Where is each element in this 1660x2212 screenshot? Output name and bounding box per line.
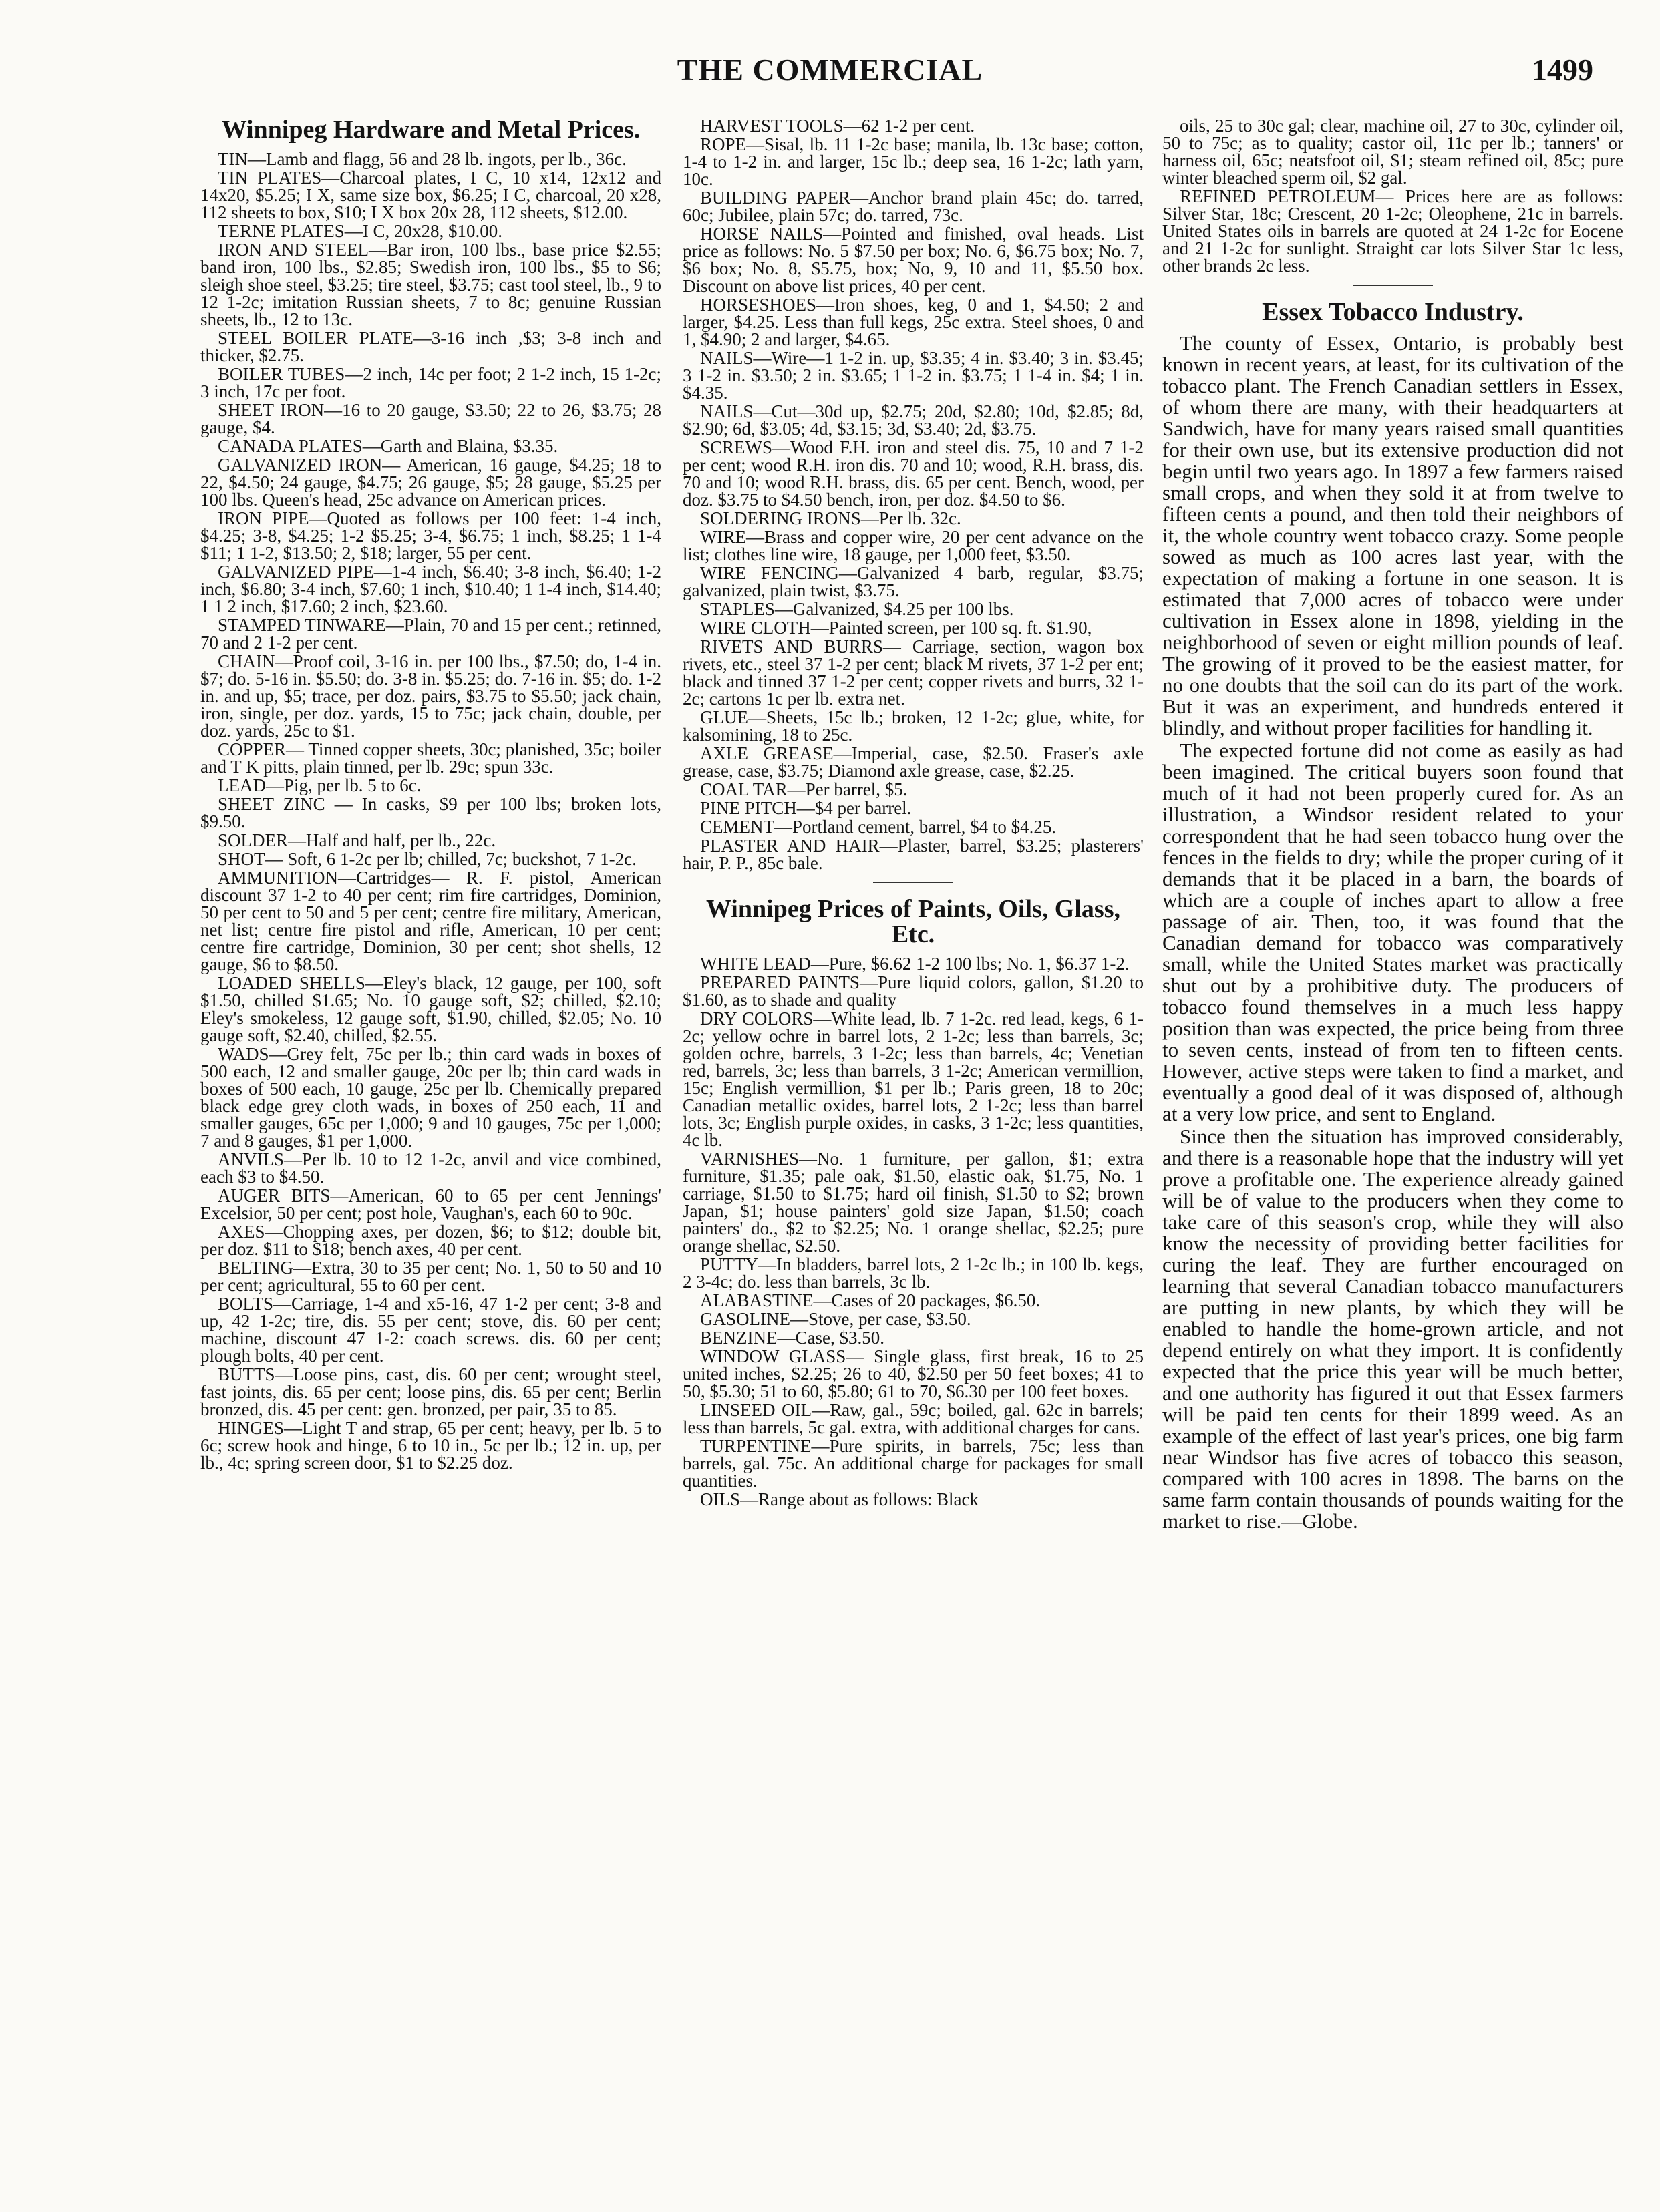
price-item: GLUE—Sheets, 15c lb.; broken, 12 1-2c; glue, white, for kalsomining, 18 to 25c. xyxy=(683,707,1144,745)
price-item: PLASTER AND HAIR—Plaster, barrel, $3.25; plasterers' hair, P. P., 85c bale. xyxy=(683,836,1144,873)
price-item: LEAD—Pig, per lb. 5 to 6c. xyxy=(218,775,422,795)
column-hardware-prices xyxy=(200,117,661,2187)
price-item: OILS—Range about as follows: Black xyxy=(700,1489,979,1509)
price-item: oils, 25 to 30c gal; clear, machine oil, 27 to 30c, cylinder oil, 50 to 75c; as to quality; castor oil, 11c per lb.; tanners' or harness oil, 65c; neatsfoot oil, $1; steam refined oil, 85c; pure winter bleached sperm oil, $2 gal. xyxy=(1162,117,1623,188)
price-item: PINE PITCH—$4 per barrel. xyxy=(700,798,912,818)
price-list-paints xyxy=(683,955,1144,1508)
price-item: HARVEST TOOLS—62 1-2 per cent. xyxy=(700,117,975,136)
price-item: AUGER BITS—American, 60 to 65 per cent Jennings' Excelsior, 50 per cent; post hole, Vaughan's, each 60 to 90c. xyxy=(200,1185,661,1223)
price-item: GALVANIZED IRON— American, 16 gauge, $4.25; 18 to 22, $4.50; 24 gauge, $4.75; 26 gauge, $5; 28 gauge, $5.25 per 100 lbs. Queen's head, 25c advance on American prices. xyxy=(200,455,661,510)
price-item: AMMUNITION—Cartridges— R. F. pistol, American discount 37 1-2 to 40 per cent; rim fire cartridges, Dominion, 50 per cent to 50 and 5 per cent; centre fire military, American, net list; centre fire pistol and rifle, American, 10 per cent; centre fire cartridge, Dominion, 30 per cent; shot shells, 12 gauge, $6 to $8.50. xyxy=(200,868,661,974)
price-item: HORSESHOES—Iron shoes, keg, 0 and 1, $4.50; 2 and larger, $4.25. Less than full kegs, 25c extra. Steel shoes, 0 and 1, $4.90; 2 and larger, $4.65. xyxy=(683,295,1144,349)
price-item: WIRE CLOTH—Painted screen, per 100 sq. ft. $1.90, xyxy=(700,618,1092,638)
price-item: STAPLES—Galvanized, $4.25 per 100 lbs. xyxy=(700,599,1014,619)
section-heading-hardware: Winnipeg Hardware and Metal Prices. xyxy=(221,117,641,144)
price-item: PUTTY—In bladders, barrel lots, 2 1-2c lb.; in 100 lb. kegs, 2 3-4c; do. less than barrels, 3c lb. xyxy=(683,1254,1144,1292)
article-paragraph: The county of Essex, Ontario, is probably best known in recent years, at least, for its cultivation of the tobacco plant. The French Canadian settlers in Essex, of whom there are many, with their headquarters at Sandwich, have for many years raised small quantities for their own use, but its extensive production did not begin until two years ago. In 1897 a few farmers raised small crops, and when they sold it at from twelve to fifteen cents a pound, and then told their neighbors of it, the whole country went tobacco crazy. Some people sowed as much as 100 acres last year, with the expectation of making a fortune in one season. It is estimated that 7,000 acres of tobacco were under cultivation in Essex alone in 1898, yielding in the neighborhood of seven or eight million pounds of leaf. The growing of it proved to be the easiest matter, for no one doubts that the soil can do its part of the work. But it was an experiment, and hundreds entered it blindly, and without proper facilities for handling it. xyxy=(1162,331,1623,739)
price-item: ANVILS—Per lb. 10 to 12 1-2c, anvil and vice combined, each $3 to $4.50. xyxy=(200,1149,661,1187)
price-item: TIN PLATES—Charcoal plates, I C, 10 x14, 12x12 and 14x20, $5.25; I X, same size box, $6.25; I C, charcoal, 20 x28, 112 sheets to box, $10; I X box 20x 28, 112 sheets, $12.00. xyxy=(200,168,661,222)
price-item: AXES—Chopping axes, per dozen, $6; to $12; double bit, per doz. $11 to $18; bench axes, 40 per cent. xyxy=(200,1222,661,1259)
column-tools-paints xyxy=(683,117,1144,2187)
price-item: BELTING—Extra, 30 to 35 per cent; No. 1, 50 to 50 and 10 per cent; agricultural, 55 to 60 per cent. xyxy=(200,1258,661,1295)
price-item: SOLDER—Half and half, per lb., 22c. xyxy=(218,830,496,850)
column-oils-tobacco xyxy=(1162,117,1623,2187)
price-item: IRON PIPE—Quoted as follows per 100 feet: 1-4 inch, $4.25; 3-8, $4.25; 1-2 $5.25; 3-4, $6.75; 1 inch, $8.25; 1 1-4 $11; 1 1-2, $13.50; 2, $18; larger, 55 per cent. xyxy=(200,508,661,563)
price-item: BENZINE—Case, $3.50. xyxy=(700,1328,884,1348)
price-item: AXLE GREASE—Imperial, case, $2.50. Fraser's axle grease, case, $3.75; Diamond axle grease, case, $2.25. xyxy=(683,743,1144,781)
price-item: WHITE LEAD—Pure, $6.62 1-2 100 lbs; No. 1, $6.37 1-2. xyxy=(700,954,1130,974)
price-item: VARNISHES—No. 1 furniture, per gallon, $1; extra furniture, $1.35; pale oak, $1.50, elastic oak, $1.75, No. 1 carriage, $1.50 to $1.75; hard oil finish, $1.50 to $2; brown Japan, $1; house painters' gold size Japan, $1.50; coach painters' do., $2 to $2.25; No. 1 orange shellac, $2.25; pure orange shellac, $2.50. xyxy=(683,1149,1144,1256)
price-item: PREPARED PAINTS—Pure liquid colors, gallon, $1.20 to $1.60, as to shade and quality xyxy=(683,972,1144,1010)
price-item: CHAIN—Proof coil, 3-16 in. per 100 lbs., $7.50; do, 1-4 in. $7; do. 5-16 in. $5.50; do. 3-8 in. $5.25; do. 7-16 in. $5; do. 1-2 in. and up, $5; trace, per doz. pairs, $3.75 to $5.50; jack chain, iron, single, per doz. yards, 15 to 75c; jack chain, double, per doz. yards, 25c to $1. xyxy=(200,651,661,741)
price-item: GALVANIZED PIPE—1-4 inch, $6.40; 3-8 inch, $6.40; 1-2 inch, $6.80; 3-4 inch, $7.60; 1 inch, $10.40; 1 1-4 inch, $14.40; 1 1 2 inch, $17.60; 2 inch, $23.60. xyxy=(200,562,661,616)
section-divider xyxy=(1353,285,1433,287)
section-divider xyxy=(873,882,953,884)
price-list-hardware-continued xyxy=(683,117,1144,872)
price-item: WINDOW GLASS— Single glass, first break, 16 to 25 united inches, $2.25; 26 to 40, $2.50 per 50 feet boxes; 41 to 50, $5.30; 51 to 60, $5.80; 61 to 70, $6.30 per 100 feet boxes. xyxy=(683,1346,1144,1401)
price-item: CANADA PLATES—Garth and Blaina, $3.35. xyxy=(218,436,558,456)
price-list-oils-continued xyxy=(1162,117,1623,274)
price-item: WADS—Grey felt, 75c per lb.; thin card wads in boxes of 500 each, 12 and smaller gauge, 20c per lb; thin card wads in boxes of 500 each, 10 gauge, 25c per lb. Chemically prepared black edge grey cloth wads, in boxes of 250 each, 11 and smaller gauges, 65c per 1,000; 9 and 10 gauges, 75c per 1,000; 7 and 8 gauges, $1 per 1,000. xyxy=(200,1044,661,1151)
page-number: 1499 xyxy=(1532,53,1593,87)
article-paragraph: The expected fortune did not come as easily as had been imagined. The critical buyers soon found that much of it had not been properly cured for. As an illustration, a Windsor resident related to your correspondent that he had seen tobacco hung over the fences in the fields to dry; while the proper curing of it demands that it be placed in a barn, the boards of which are a couple of inches apart to allow a free passage of air. Then, too, it was found that the Canadian demand for tobacco was comparatively small, while the United States market was practically shut out by a prohibitive duty. The producers of tobacco found themselves in a much less happy position than was expected, the price being from three to seven cents, instead of from ten to fifteen cents. However, active steps were taken to find a market, and eventually a good deal of it was disposed of, although at a very low price, and sent to England. xyxy=(1162,739,1623,1125)
price-item: WIRE—Brass and copper wire, 20 per cent advance on the list; clothes line wire, 18 gauge, per 1,000 feet, $3.50. xyxy=(683,527,1144,564)
price-item: STEEL BOILER PLATE—3-16 inch ,$3; 3-8 inch and thicker, $2.75. xyxy=(200,328,661,365)
price-item: TURPENTINE—Pure spirits, in barrels, 75c; less than barrels, gal. 75c. An additional charge for packages for small quantities. xyxy=(683,1436,1144,1491)
price-item: STAMPED TINWARE—Plain, 70 and 15 per cent.; retinned, 70 and 2 1-2 per cent. xyxy=(200,615,661,653)
price-item: ROPE—Sisal, lb. 11 1-2c base; manila, lb. 13c base; cotton, 1-4 to 1-2 in. and larger, 15c lb.; deep sea, 16 1-2c; lath yarn, 10c. xyxy=(683,134,1144,189)
price-item: BOLTS—Carriage, 1-4 and x5-16, 47 1-2 per cent; 3-8 and up, 42 1-2c; tire, dis. 55 per cent; stove, dis. 60 per cent; machine, discount 47 1-2: coach screws. dis. 60 per cent; plough bolts, 40 per cent. xyxy=(200,1294,661,1366)
price-item: DRY COLORS—White lead, lb. 7 1-2c. red lead, kegs, 6 1-2c; yellow ochre in barrel lots, 2 1-2c; less than barrels, 3c; golden ochre, barrels, 3 1-2c; less than barrels, 4c; Venetian red, barrels, 3c; less than barrels, 3 1-2c; American vermillion, 15c; English vermillion, $1 per lb.; Paris green, 18 to 20c; Canadian metallic oxides, barrel lots, 2 1-2c; less than barrel lots, 3c; English purple oxides, in casks, 3 1-2c; less quantities, 4c lb. xyxy=(683,1008,1144,1150)
article-tobacco xyxy=(1162,333,1623,1532)
price-item: LINSEED OIL—Raw, gal., 59c; boiled, gal. 62c in barrels; less than barrels, 5c gal. extra, with additional charges for cans. xyxy=(683,1400,1144,1437)
price-item: GASOLINE—Stove, per case, $3.50. xyxy=(700,1309,971,1329)
price-item: CEMENT—Portland cement, barrel, $4 to $4.25. xyxy=(700,817,1057,837)
price-item: HINGES—Light T and strap, 65 per cent; heavy, per lb. 5 to 6c; screw hook and hinge, 6 to 10 in., 5c per lb.; 12 in. up, per lb., 4c; spring screen door, $1 to $2.25 doz. xyxy=(200,1418,661,1473)
price-item: SCREWS—Wood F.H. iron and steel dis. 75, 10 and 7 1-2 per cent; wood R.H. iron dis. 70 and 10; wood, R.H. brass, dis. 70 and 10; wood R.H. brass, dis. 65 per cent. Bench, wood, per doz. $3.75 to $4.50 bench, iron, per doz. $4.50 to $6. xyxy=(683,437,1144,510)
price-item: BUTTS—Loose pins, cast, dis. 60 per cent; wrought steel, fast joints, dis. 65 per cent; loose pins, dis. 65 per cent; Berlin bronzed, dis. 45 per cent: gen. bronzed, per pair, 35 to 85. xyxy=(200,1364,661,1419)
price-item: COAL TAR—Per barrel, $5. xyxy=(700,779,908,799)
price-item: BOILER TUBES—2 inch, 14c per foot; 2 1-2 inch, 15 1-2c; 3 inch, 17c per foot. xyxy=(200,364,661,401)
price-item: SOLDERING IRONS—Per lb. 32c. xyxy=(700,508,961,528)
price-item: COPPER— Tinned copper sheets, 30c; planished, 35c; boiler and T K pitts, plain tinned, per lb. 29c; spun 33c. xyxy=(200,739,661,777)
publication-title: THE COMMERCIAL xyxy=(677,53,983,87)
section-heading-tobacco: Essex Tobacco Industry. xyxy=(1262,298,1524,326)
section-heading-paints: Winnipeg Prices of Paints, Oils, Glass, Etc. xyxy=(705,895,1120,948)
price-item: NAILS—Wire—1 1-2 in. up, $3.35; 4 in. $3.40; 3 in. $3.45; 3 1-2 in. $3.50; 2 in. $3.65; 1 1-2 in. $3.75; 1 1-4 in. $4; 1 in. $4.35. xyxy=(683,348,1144,403)
price-item: TIN—Lamb and flagg, 56 and 28 lb. ingots, per lb., 36c. xyxy=(218,149,627,169)
price-item: RIVETS AND BURRS— Carriage, section, wagon box rivets, etc., steel 37 1-2 per cent; black M rivets, 37 1-2 per ent; black and tinned 37 1-2 per cent; copper rivets and burrs, 32 1-2c; cartons 1c per lb. extra net. xyxy=(683,636,1144,709)
price-item: SHEET ZINC — In casks, $9 per 100 lbs; broken lots, $9.50. xyxy=(200,794,661,832)
price-item: BUILDING PAPER—Anchor brand plain 45c; do. tarred, 60c; Jubilee, plain 57c; do. tarred, 73c. xyxy=(683,188,1144,225)
price-item: ALABASTINE—Cases of 20 packages, $6.50. xyxy=(700,1290,1041,1310)
price-item: SHOT— Soft, 6 1-2c per lb; chilled, 7c; buckshot, 7 1-2c. xyxy=(218,849,637,869)
price-item: IRON AND STEEL—Bar iron, 100 lbs., base price $2.55; band iron, 100 lbs., $2.85; Swedish iron, 100 lbs., $5 to $6; sleigh shoe steel, $3.25; tire steel, $3.75; cast tool steel, lb., 9 to 12 1-2c; imitation Russian sheets, 7 to 8c; genuine Russian sheets, lb., 12 to 13c. xyxy=(200,240,661,329)
price-item: NAILS—Cut—30d up, $2.75; 20d, $2.80; 10d, $2.85; 8d, $2.90; 6d, $3.05; 4d, $3.15; 3d, $3.40; 2d, $3.75. xyxy=(683,401,1144,439)
price-item: HORSE NAILS—Pointed and finished, oval heads. List price as follows: No. 5 $7.50 per box; No. 6, $6.75 box; No. 7, $6 box; No. 8, $5.75, box; No, 9, 10 and 11, $5.50 box. Discount on above list prices, 40 per cent. xyxy=(683,224,1144,296)
price-item: TERNE PLATES—I C, 20x28, $10.00. xyxy=(218,221,503,241)
article-paragraph: Since then the situation has improved considerably, and there is a reasonable hope that the industry will yet prove a profitable one. The experience already gained will be of value to the producers when they come to take care of this season's crop, while they will also know the necessity of providing better facilities for curing the leaf. They are further encouraged on learning that several Canadian tobacco manufacturers are putting in new plants, by which they will be enabled to handle the home-grown article, and not depend entirely on what they import. It is confidently expected that the price this year will be much better, and one authority has figured it out that Essex farmers will be paid ten cents for their 1899 weed. As an example of the effect of last year's prices, one big farm near Windsor has five acres of tobacco this season, compared with 100 acres in 1898. The barns on the same farm contain thousands of pounds waiting for the market to rise.—Globe. xyxy=(1162,1125,1623,1533)
price-item: LOADED SHELLS—Eley's black, 12 gauge, per 100, soft $1.50, chilled $1.65; No. 10 gauge soft, $2; chilled, $2.10; Eley's smokeless, 12 gauge soft, $1.90, chilled, $2.05; No. 10 gauge soft, $2.40, chilled, $2.55. xyxy=(200,973,661,1045)
price-item: REFINED PETROLEUM— Prices here are as follows: Silver Star, 18c; Crescent, 20 1-2c; Oleophene, 21c in barrels. United States oils in barrels are quoted at 24 1-2c for Eocene and 21 1-2c for sunlight. Straight car lots Silver Star 1c less, other brands 2c less. xyxy=(1162,186,1623,276)
page-header xyxy=(0,0,1660,100)
price-item: SHEET IRON—16 to 20 gauge, $3.50; 22 to 26, $3.75; 28 gauge, $4. xyxy=(200,400,661,437)
price-item: WIRE FENCING—Galvanized 4 barb, regular, $3.75; galvanized, plain twist, $3.75. xyxy=(683,563,1144,600)
price-list-hardware xyxy=(200,150,661,1471)
